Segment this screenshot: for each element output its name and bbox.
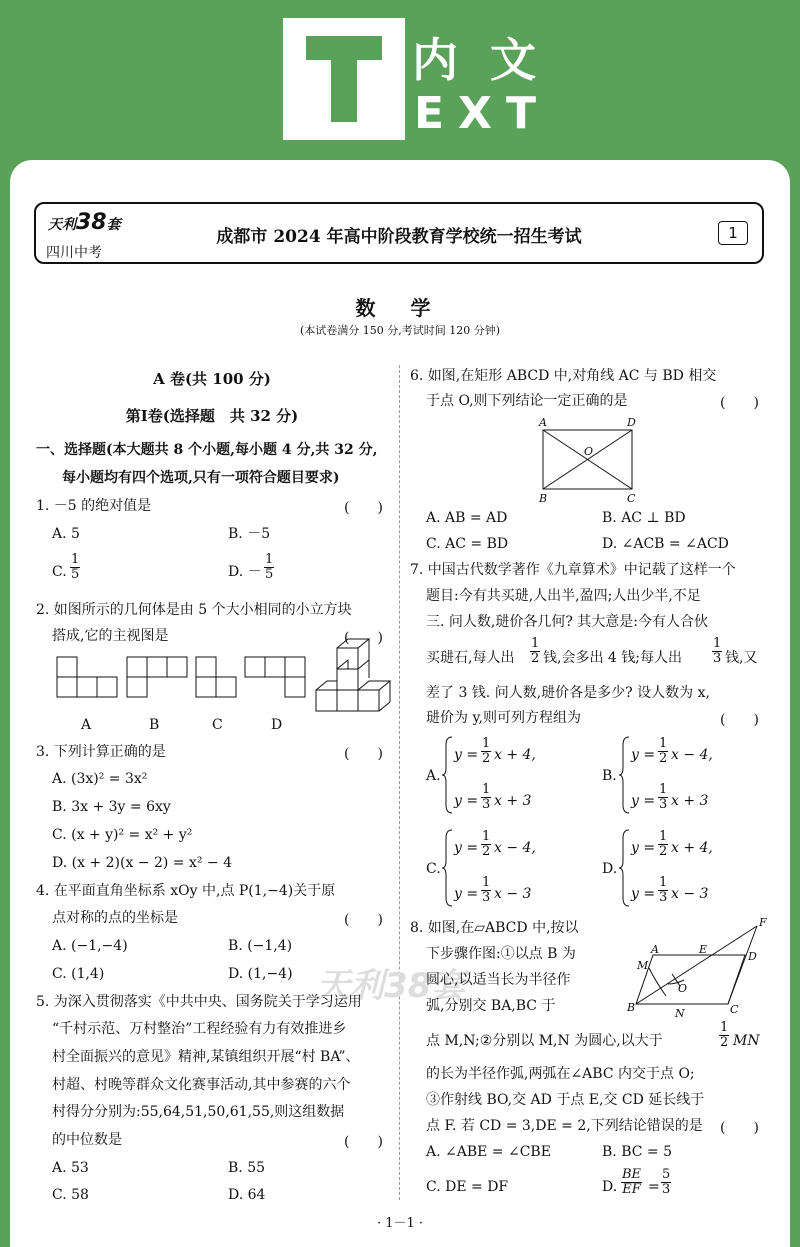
q8-option-d-equals: = — [648, 1179, 660, 1195]
q7-option-c-label: C. — [426, 861, 441, 877]
q8-half-fraction: $\frac{1}{2}$ — [720, 1020, 729, 1050]
q6-label-c: C — [627, 492, 636, 505]
q7-option-a-label: A. — [426, 768, 441, 784]
q8-stem-line-4: 弧,分别交 BA,BC 于 — [426, 998, 556, 1014]
q7-option-b-label: B. — [602, 768, 617, 784]
q7-b2-rhs: x + 3 — [671, 793, 709, 809]
q5-option-a: A. 53 — [52, 1160, 89, 1176]
q5-stem-line-6: 的中位数是 — [52, 1132, 122, 1148]
page-number-box: 1 — [718, 221, 748, 245]
q8-label-b: B — [627, 1001, 636, 1014]
q2-stem-line-2: 搭成,它的主视图是 — [52, 628, 169, 644]
q6-label-b: B — [539, 492, 548, 505]
q7-a1-y: y = — [454, 747, 479, 763]
q1-option-c-fraction: $\frac{1}{5}$ — [71, 552, 80, 582]
q6-option-c: C. AC = BD — [426, 536, 509, 552]
q8-stem-line-7: ③作射线 BO,交 AD 于点 E,交 CD 延长线于 — [426, 1092, 705, 1108]
q8-option-d-label: D. — [602, 1179, 618, 1195]
logo-brand: 天利 — [48, 217, 76, 233]
q8-label-o: O — [678, 982, 688, 995]
q7-c2-rhs: x − 3 — [494, 886, 532, 902]
q4-option-b: B. (−1,4) — [228, 938, 293, 954]
q3-option-c: C. (x + y)² = x² + y² — [52, 827, 193, 843]
q6-option-a: A. AB = AD — [426, 510, 508, 526]
q8-label-f: F — [759, 916, 767, 929]
q3-answer-paren: ( ) — [344, 746, 383, 762]
q6-label-a: A — [539, 416, 547, 429]
q1-option-a: A. 5 — [52, 526, 80, 542]
q7-c1-rhs: x − 4, — [494, 840, 536, 856]
q1-option-d: D. － — [228, 564, 262, 580]
logo-number: 38 — [76, 210, 107, 235]
logo-suffix: 套 — [106, 217, 121, 233]
q5-stem-line-4: 村超、村晚等群众文化赛事活动,其中参赛的六个 — [52, 1077, 351, 1093]
q2-answer-paren: ( ) — [344, 630, 383, 646]
q6-stem-line-1: 6. 如图,在矩形 ABCD 中,对角线 AC 与 BD 相交 — [410, 368, 717, 384]
q7-c1-fraction: $\frac{1}{2}$ — [482, 829, 491, 859]
instruction-line-2: 每小题均有四个选项,只有一项符合题目要求) — [62, 470, 340, 486]
q8-parallelogram — [636, 955, 745, 1004]
q8-option-d-fraction: $\frac{BE}{EF}$ — [622, 1167, 642, 1197]
q4-option-d: D. (1,−4) — [228, 966, 293, 982]
q8-stem-line-1: 8. 如图,在▱ABCD 中,按以 — [410, 920, 579, 936]
q7-b1-rhs: x − 4, — [671, 747, 713, 763]
q3-stem: 3. 下列计算正确的是 — [36, 744, 166, 760]
q7-stem-line-4a: 买琎石,每人出 — [426, 650, 515, 666]
banner-title-en: EXT — [414, 88, 550, 139]
q7-option-d-label: D. — [602, 861, 618, 877]
q7-a1-rhs: x + 4, — [494, 747, 536, 763]
q8-label-d: D — [748, 950, 757, 963]
q5-stem-line-2: “千村示范、万村整治”工程经验有力有效推进乡 — [52, 1021, 347, 1037]
instruction-line-1: 一、选择题(本大题共 8 个小题,每小题 4 分,共 32 分, — [36, 442, 378, 458]
banner-title-cn: 内 文 — [412, 33, 545, 87]
q7-d2-rhs: x − 3 — [671, 886, 709, 902]
volume-title: A 卷(共 100 分) — [153, 370, 271, 388]
q5-stem-line-1: 5. 为深入贯彻落实《中共中央、国务院关于学习运用 — [36, 994, 362, 1010]
q2-label-d: D — [271, 717, 283, 733]
q8-stem-line-2: 下步骤作图:①以点 B 为 — [426, 946, 576, 962]
q8-option-a: A. ∠ABE = ∠CBE — [426, 1144, 551, 1160]
q1-option-c: C. — [52, 564, 67, 580]
q8-label-n: N — [675, 1007, 685, 1020]
q7-half-fraction: $\frac{1}{2}$ — [531, 636, 540, 666]
q7-d1-y: y = — [631, 840, 656, 856]
q7-stem-line-3: 三. 问人数,琎价各几何? 其大意是:今有人合伙 — [426, 614, 709, 630]
q7-b2-fraction: $\frac{1}{3}$ — [659, 782, 668, 812]
q7-a2-rhs: x + 3 — [494, 793, 532, 809]
q6-option-b: B. AC ⊥ BD — [602, 510, 686, 526]
q4-option-c: C. (1,4) — [52, 966, 105, 982]
q7-b1-fraction: $\frac{1}{2}$ — [659, 736, 668, 766]
q8-stem-line-8: 点 F. 若 CD = 3,DE = 2,下列结论错误的是 — [426, 1118, 703, 1134]
q1-answer-paren: ( ) — [344, 500, 383, 516]
q7-c2-y: y = — [454, 886, 479, 902]
q7-a2-fraction: $\frac{1}{3}$ — [482, 782, 491, 812]
exam-title: 成都市 2024 年高中阶段教育学校统一招生考试 — [216, 227, 582, 247]
q7-d1-fraction: $\frac{1}{2}$ — [659, 829, 668, 859]
q2-label-c: C — [212, 717, 223, 733]
q2-stem-line-1: 2. 如图所示的几何体是由 5 个大小相同的小立方块 — [36, 602, 352, 618]
q7-stem-line-5: 差了 3 钱. 问人数,琎价各是多少? 设人数为 x, — [426, 685, 710, 701]
q3-option-b: B. 3x + 3y = 6xy — [52, 799, 171, 815]
q5-option-d: D. 64 — [228, 1187, 266, 1203]
q8-ray-bo — [636, 926, 757, 1004]
q7-third-fraction: $\frac{1}{3}$ — [713, 636, 722, 666]
q7-b2-y: y = — [631, 793, 656, 809]
q8-stem-line-5a: 点 M,N;②分别以 M,N 为圆心,以大于 — [426, 1033, 663, 1049]
subject-title: 数 学 — [355, 296, 445, 320]
q6-answer-paren: ( ) — [720, 395, 759, 411]
q8-label-e: E — [699, 943, 708, 956]
q5-option-b: B. 55 — [228, 1160, 266, 1176]
q8-option-c: C. DE = DF — [426, 1179, 509, 1195]
q8-stem-line-3: 圆心,以适当长为半径作 — [426, 972, 571, 988]
q3-option-d: D. (x + 2)(x − 2) = x² − 4 — [52, 855, 233, 871]
q7-c1-y: y = — [454, 840, 479, 856]
q8-label-m: M — [637, 959, 649, 972]
q6-label-o: O — [584, 445, 594, 458]
q7-stem-line-4b: 钱,会多出 4 钱;每人出 — [543, 650, 682, 666]
q7-a2-y: y = — [454, 793, 479, 809]
q8-stem-line-6: 的长为半径作弧,两弧在∠ABC 内交于点 O; — [426, 1066, 695, 1082]
q4-stem-line-1: 4. 在平面直角坐标系 xOy 中,点 P(1,−4)关于原 — [36, 883, 336, 899]
q1-option-b: B. －5 — [228, 526, 271, 542]
q7-stem-line-2: 题目:今有共买琎,人出半,盈四;人出少半,不足 — [426, 588, 701, 604]
q8-label-a: A — [651, 943, 659, 956]
q8-stem-line-5b: MN — [733, 1033, 760, 1049]
q8-option-d-value: $\frac{5}{3}$ — [662, 1167, 671, 1197]
q7-a1-fraction: $\frac{1}{2}$ — [482, 736, 491, 766]
q5-option-c: C. 58 — [52, 1187, 89, 1203]
page-footer: · 1－1 · — [376, 1216, 424, 1231]
watermark: 天利38套 — [316, 966, 466, 1006]
q7-d1-rhs: x + 4, — [671, 840, 713, 856]
q6-label-d: D — [627, 416, 636, 429]
q4-option-a: A. (−1,−4) — [52, 938, 128, 954]
q3-option-a: A. (3x)² = 3x² — [52, 771, 148, 787]
q7-answer-paren: ( ) — [720, 712, 759, 728]
exam-note: (本试卷满分 150 分,考试时间 120 分钟) — [299, 324, 501, 337]
q1-option-d-fraction: $\frac{1}{5}$ — [265, 552, 274, 582]
q1-stem: 1. －5 的绝对值是 — [36, 498, 152, 514]
q4-answer-paren: ( ) — [344, 912, 383, 928]
part-title: 第Ⅰ卷(选择题 共 32 分) — [125, 407, 299, 425]
q8-answer-paren: ( ) — [720, 1120, 759, 1136]
q7-b1-y: y = — [631, 747, 656, 763]
q5-answer-paren: ( ) — [344, 1134, 383, 1150]
q8-option-b: B. BC = 5 — [602, 1144, 672, 1160]
q5-stem-line-5: 村得分分别为:55,64,51,50,61,55,则这组数据 — [52, 1104, 345, 1120]
q7-d2-y: y = — [631, 886, 656, 902]
region-label: 四川中考 — [46, 245, 102, 261]
q7-c2-fraction: $\frac{1}{3}$ — [482, 875, 491, 905]
q6-option-d: D. ∠ACB = ∠ACD — [602, 536, 729, 552]
q2-label-a: A — [81, 717, 92, 733]
q7-stem-line-4c: 钱,又 — [725, 650, 758, 666]
q5-stem-line-3: 村全面振兴的意见》精神,某镇组织开展“村 BA”、 — [52, 1049, 360, 1065]
q8-label-c: C — [730, 1003, 739, 1016]
q7-d2-fraction: $\frac{1}{3}$ — [659, 875, 668, 905]
q4-stem-line-2: 点对称的点的坐标是 — [52, 910, 178, 926]
q8-arc-mn — [649, 968, 666, 996]
q6-stem-line-2: 于点 O,则下列结论一定正确的是 — [426, 393, 628, 409]
q7-stem-line-1: 7. 中国古代数学著作《九章算术》中记载了这样一个 — [410, 562, 736, 578]
q7-stem-line-6: 琎价为 y,则可列方程组为 — [426, 710, 581, 726]
q2-label-b: B — [149, 717, 160, 733]
